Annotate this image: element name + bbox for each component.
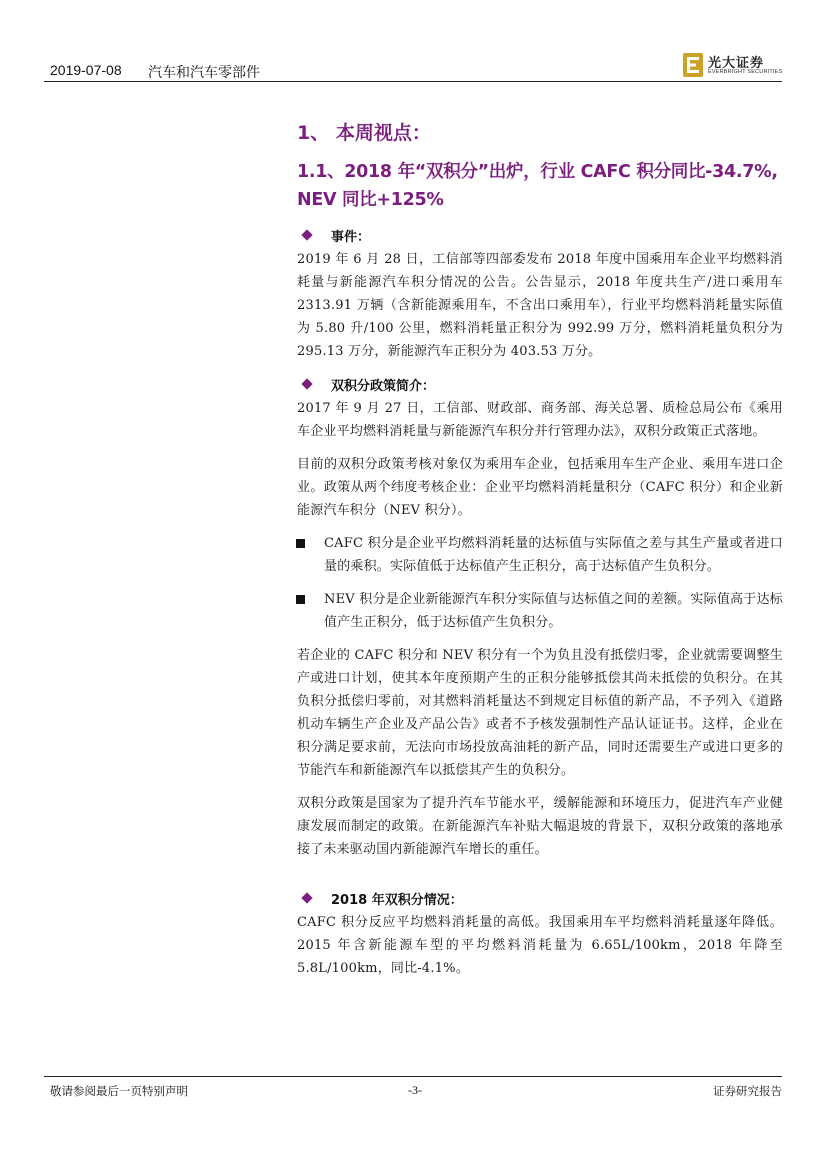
subsection-title-line2: NEV 同比+125% <box>297 190 444 210</box>
subsection-title-line1: 1.1、2018 年“双积分”出炉，行业 CAFC 积分同比-34.7%, <box>297 162 778 182</box>
policy-heading-label: 双积分政策简介： <box>331 378 436 394</box>
list-item-text: CAFC 积分是企业平均燃料消耗量的达标值与实际值之差与其生产量或者进口量的乘积。实际值低于达标值产生正积分，高于达标值产生负积分。 <box>324 536 783 574</box>
diamond-bullet-icon <box>301 229 312 240</box>
page-number: -3- <box>408 1083 422 1097</box>
list-item <box>296 588 783 634</box>
logo-english-name: EVERBRIGHT SECURITIES <box>708 69 783 75</box>
list-item-text: NEV 积分是企业新能源汽车积分实际值与达标值之间的差额。实际值高于达标值产生正积分，低于达标值产生负积分。 <box>324 592 783 630</box>
policy-paragraph-4: 双积分政策是国家为了提升汽车节能水平，缓解能源和环境压力，促进汽车产业健康发展而制定的政策。在新能源汽车补贴大幅退坡的背景下，双积分政策的落地承接了未来驱动国内新能源汽车增长的重任。 <box>297 796 783 857</box>
section-title: 1、 本周视点： <box>297 122 431 144</box>
policy-heading <box>297 373 783 395</box>
report-type: 证券研究报告 <box>713 1084 782 1098</box>
main-content <box>297 120 783 980</box>
logo-chinese-name: 光大证券 <box>708 56 765 71</box>
list-item <box>296 532 783 578</box>
situation-heading-label: 2018 年双积分情况： <box>331 892 463 908</box>
square-bullet-icon <box>296 595 305 604</box>
square-bullet-icon <box>296 539 305 548</box>
report-date: 2019-07-08 <box>50 62 122 78</box>
event-heading-label: 事件： <box>331 229 371 245</box>
situation-heading <box>297 887 783 909</box>
policy-paragraph-3: 若企业的 CAFC 积分和 NEV 积分有一个为负且没有抵偿归零，企业就需要调整生产或进口计划，使其本年度预期产生的正积分能够抵偿其尚未抵偿的负积分。在其负积分抵偿归零前，对其燃料消耗量达不到规定目标值的新产品，不予列入《道路机动车辆生产企业及产品公告》或者不予核发强制性产品认证证书。这样，企业在积分满足要求前，无法向市场投放高油耗的新产品，同时还需要生产或进口更多的节能汽车和新能源汽车以抵偿其产生的负积分。 <box>297 648 783 778</box>
situation-paragraph: CAFC 积分反应平均燃料消耗量的高低。我国乘用车平均燃料消耗量逐年降低。2015 年含新能源车型的平均燃料消耗量为 6.65L/100km，2018 年降至 5.8L/100km，同比-4.1%。 <box>297 915 783 976</box>
diamond-bullet-icon <box>301 892 312 903</box>
event-heading <box>297 224 783 246</box>
policy-paragraph-1: 2017 年 9 月 27 日，工信部、财政部、商务部、海关总署、质检总局公布《乘用车企业平均燃料消耗量与新能源汽车积分并行管理办法》，双积分政策正式落地。 <box>297 401 783 439</box>
disclaimer-note: 敬请参阅最后一页特别声明 <box>50 1084 188 1098</box>
industry-label: 汽车和汽车零部件 <box>148 65 260 81</box>
logo-mark-icon <box>682 52 704 78</box>
everbright-logo <box>682 50 783 80</box>
event-paragraph: 2019 年 6 月 28 日，工信部等四部委发布 2018 年度中国乘用车企业平均燃料消耗量与新能源汽车积分情况的公告。公告显示，2018 年度共生产/进口乘用车 2313.91 万辆（含新能源乘用车，不含出口乘用车），行业平均燃料消耗量实际值为 5.80 升/100 公里，燃料消耗量正积分为 992.99 万分，燃料消耗量负积分为 295.13 万分，新能源汽车正积分为 403.53 万分。 <box>297 252 783 359</box>
page-header <box>44 50 782 82</box>
subsection-title <box>297 158 783 214</box>
diamond-bullet-icon <box>301 378 312 389</box>
page-footer <box>44 1076 782 1100</box>
policy-paragraph-2: 目前的双积分政策考核对象仅为乘用车企业，包括乘用车生产企业、乘用车进口企业。政策从两个纬度考核企业：企业平均燃料消耗量积分（CAFC 积分）和企业新能源汽车积分（NEV 积分）。 <box>297 457 783 518</box>
